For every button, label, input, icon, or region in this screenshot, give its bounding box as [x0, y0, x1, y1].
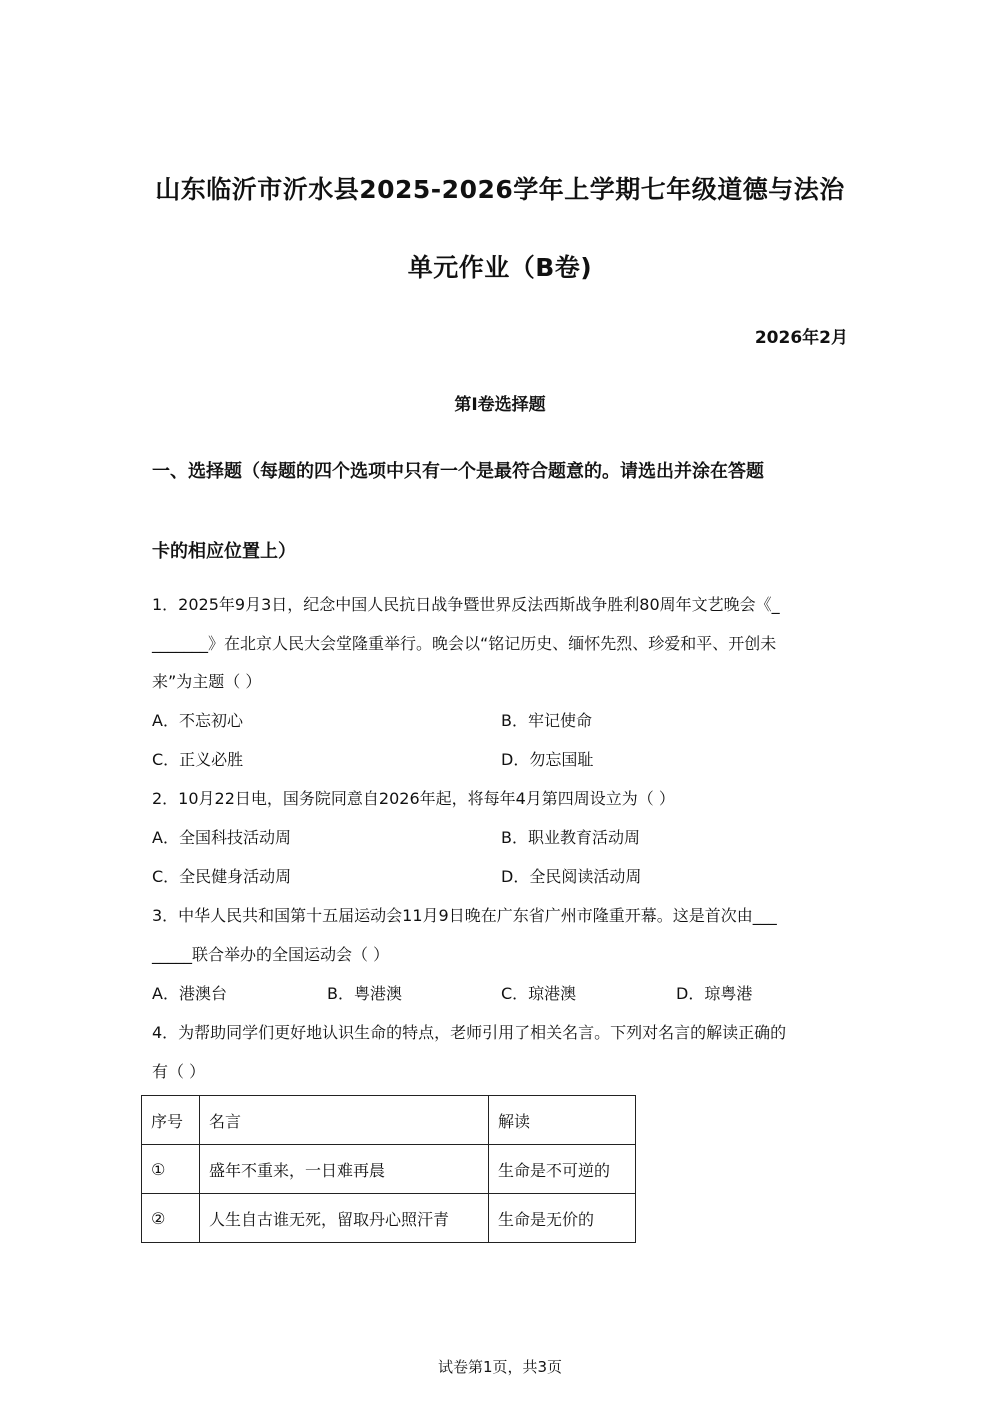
question-4-line2: 有（ ）: [152, 1062, 206, 1081]
row-interpretation: 生命是不可逆的: [489, 1145, 636, 1194]
header-interpretation: 解读: [489, 1096, 636, 1145]
section-heading-line1: 一、选择题（每题的四个选项中只有一个是最符合题意的。请选出并涂在答题: [152, 461, 764, 482]
exam-title-line2: 单元作业（B卷): [407, 253, 593, 282]
header-quote: 名言: [200, 1096, 489, 1145]
q1-option-b: B．牢记使命: [501, 711, 592, 730]
q2-option-d: D．全民阅读活动周: [501, 867, 642, 886]
quotes-table: [141, 1095, 636, 1243]
table-header-row: [142, 1096, 636, 1145]
q1-option-d: D．勿忘国耻: [501, 750, 594, 769]
row-number: ①: [142, 1145, 200, 1194]
row-quote: 人生自古谁无死，留取丹心照汗青: [200, 1194, 489, 1243]
header-number: 序号: [142, 1096, 200, 1145]
q1-option-c: C．正义必胜: [152, 750, 244, 769]
question-4-line1: 4．为帮助同学们更好地认识生命的特点，老师引用了相关名言。下列对名言的解读正确的: [152, 1023, 787, 1042]
q1-option-a: A．不忘初心: [152, 711, 243, 730]
question-3-line1: 3．中华人民共和国第十五届运动会11月9日晚在广东省广州市隆重开幕。这是首次由___: [152, 906, 777, 925]
q2-option-b: B．职业教育活动周: [501, 828, 640, 847]
page-footer: 试卷第1页，共3页: [437, 1358, 563, 1376]
q3-option-b: B．粤港澳: [327, 984, 402, 1003]
question-1-line2: _______》在北京人民大会堂隆重举行。晚会以“铭记历史、缅怀先烈、珍爱和平、开创未: [152, 634, 777, 653]
q2-option-c: C．全民健身活动周: [152, 867, 292, 886]
row-quote: 盛年不重来，一日难再晨: [200, 1145, 489, 1194]
q3-option-c: C．琼港澳: [501, 984, 577, 1003]
row-number: ②: [142, 1194, 200, 1243]
q2-option-a: A．全国科技活动周: [152, 828, 291, 847]
volume-title: 第Ⅰ卷选择题: [454, 395, 546, 415]
row-interpretation: 生命是无价的: [489, 1194, 636, 1243]
section-heading-line2: 卡的相应位置上）: [152, 541, 296, 562]
question-1-line3: 来”为主题（ ）: [152, 672, 262, 691]
exam-date: 2026年2月: [754, 328, 848, 348]
q3-option-d: D．琼粤港: [676, 984, 753, 1003]
table-row: [142, 1145, 636, 1194]
question-2-line1: 2．10月22日电，国务院同意自2026年起，将每年4月第四周设立为（ ）: [152, 789, 675, 808]
question-1-line1: 1．2025年9月3日，纪念中国人民抗日战争暨世界反法西斯战争胜利80周年文艺晚会《_: [152, 595, 780, 614]
q3-option-a: A．港澳台: [152, 984, 227, 1003]
table-row: [142, 1194, 636, 1243]
question-3-line2: _____联合举办的全国运动会（ ）: [152, 945, 390, 964]
exam-title-line1: 山东临沂市沂水县2025-2026学年上学期七年级道德与法治: [155, 175, 845, 204]
